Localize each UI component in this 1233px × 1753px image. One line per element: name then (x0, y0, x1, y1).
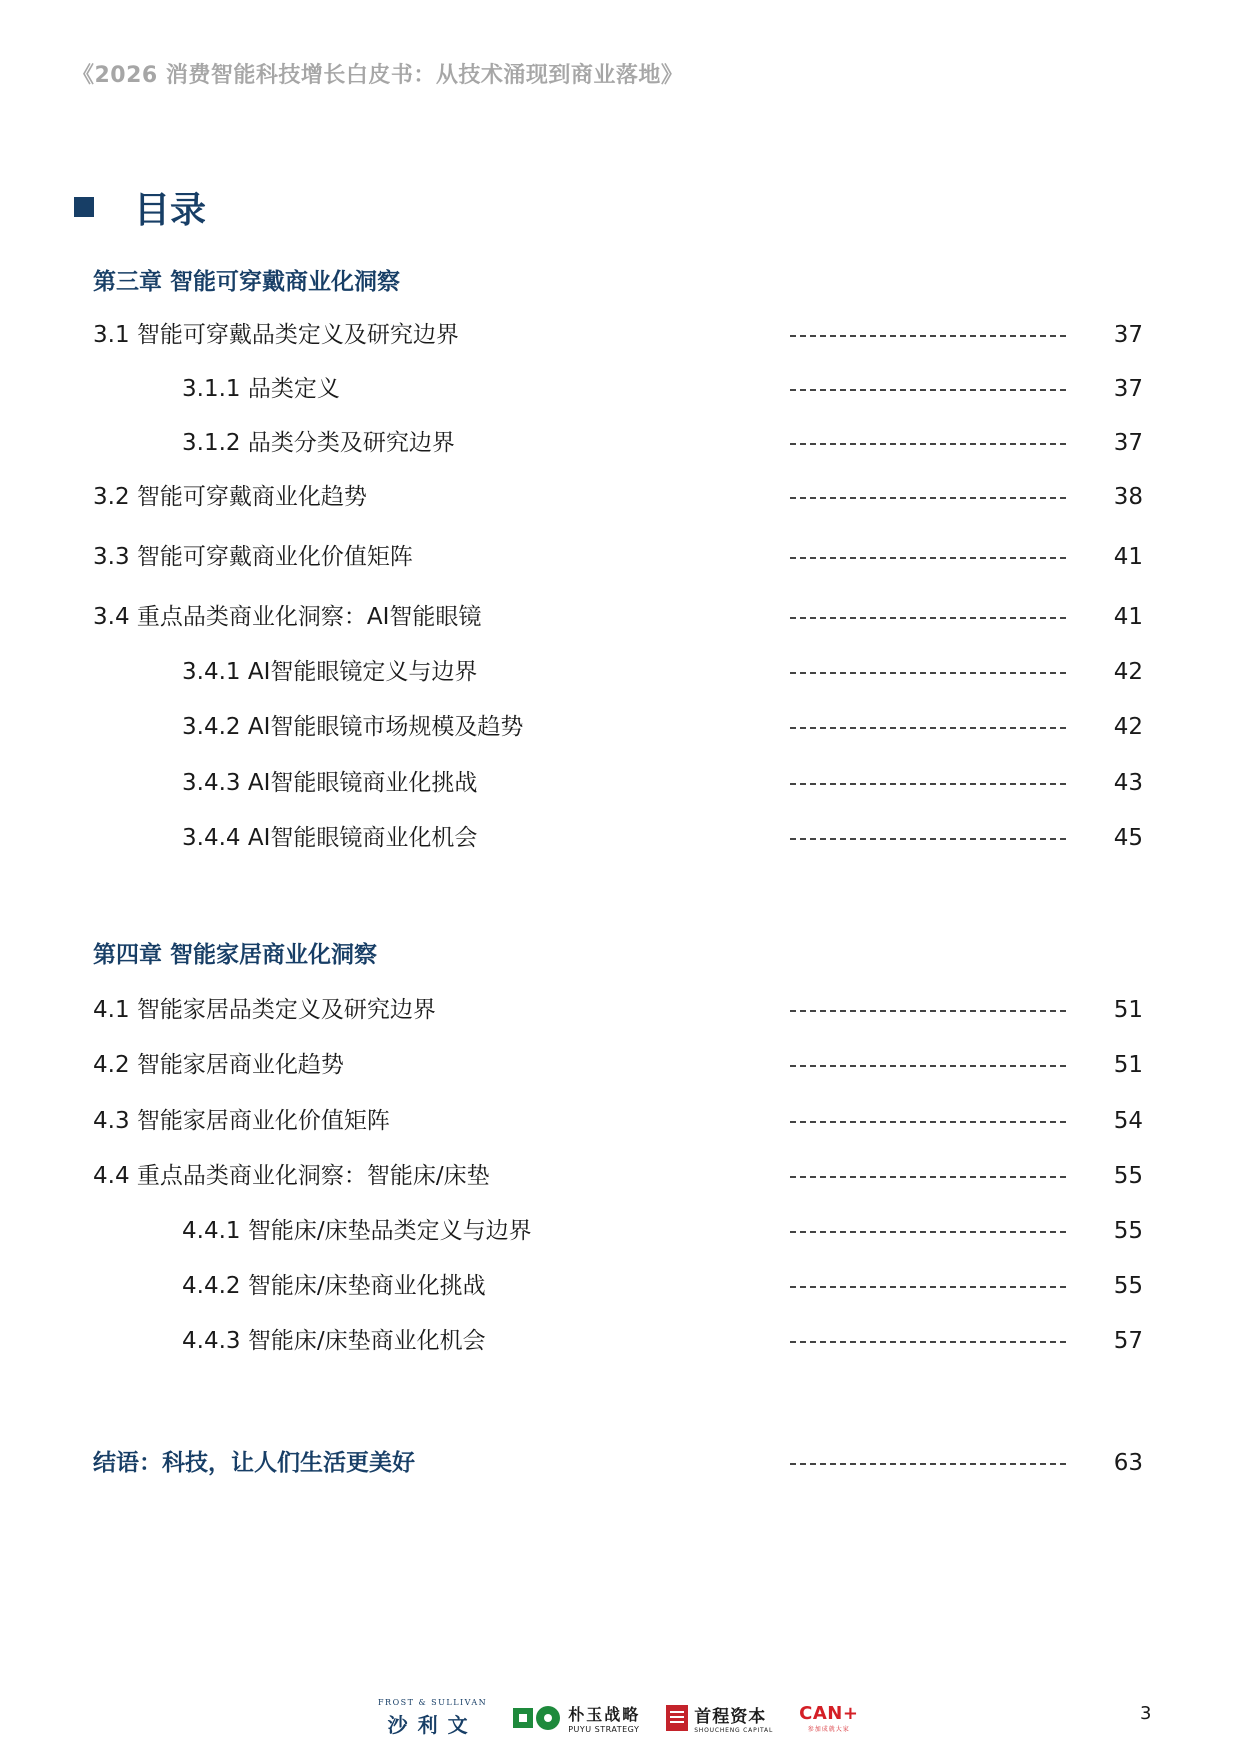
toc-page-number: 41 (1113, 604, 1143, 630)
toc-entry-label: 3.1.1 品类定义 (182, 376, 340, 402)
toc-page-number: 37 (1113, 430, 1143, 456)
toc-entry-label: 4.1 智能家居品类定义及研究边界 (93, 997, 436, 1023)
puyu-cn: 朴玉战略 (568, 1705, 641, 1724)
shoucheng-en: SHOUCHENG CAPITAL (694, 1727, 774, 1734)
dotted-leader (790, 497, 1066, 499)
toc-entry-label: 第三章 智能可穿戴商业化洞察 (93, 269, 401, 295)
shoucheng-capital-logo (666, 1702, 773, 1734)
toc-entry-label: 3.4 重点品类商业化洞察：AI智能眼镜 (93, 604, 482, 630)
toc-entry[interactable] (0, 477, 1233, 517)
toc-entry[interactable] (0, 707, 1233, 747)
toc-entry-label: 3.4.4 AI智能眼镜商业化机会 (182, 825, 478, 851)
toc-page-number: 51 (1113, 997, 1143, 1023)
toc-page-number: 57 (1113, 1328, 1143, 1354)
toc-page-number: 38 (1113, 484, 1143, 510)
puyu-strategy-logo (513, 1702, 640, 1734)
toc-entry[interactable] (0, 1101, 1233, 1141)
toc-entry[interactable] (0, 990, 1233, 1030)
toc-entry[interactable] (0, 369, 1233, 409)
toc-conclusion[interactable] (0, 1443, 1233, 1483)
toc-entry-label: 3.4.1 AI智能眼镜定义与边界 (182, 659, 478, 685)
toc-entry[interactable] (0, 652, 1233, 692)
toc-page-number: 45 (1113, 825, 1143, 851)
toc-page-number: 42 (1113, 659, 1143, 685)
can-plus-logo (799, 1703, 858, 1733)
toc-chapter-heading[interactable] (0, 935, 1233, 975)
toc-page-number: 42 (1113, 714, 1143, 740)
toc-entry-label: 4.4.1 智能床/床垫品类定义与边界 (182, 1218, 532, 1244)
page-number: 3 (1140, 1703, 1152, 1724)
dotted-leader (790, 389, 1066, 391)
footer-logos (378, 1693, 858, 1743)
dotted-leader (790, 838, 1066, 840)
toc-entry-label: 3.4.2 AI智能眼镜市场规模及趋势 (182, 714, 524, 740)
toc-entry[interactable] (0, 763, 1233, 803)
dotted-leader (790, 1463, 1066, 1465)
toc-entry-label: 3.1 智能可穿戴品类定义及研究边界 (93, 322, 459, 348)
toc-entry-label: 4.4.3 智能床/床垫商业化机会 (182, 1328, 486, 1354)
frost-sullivan-wordmark: FROST & SULLIVAN (378, 1698, 488, 1707)
toc-entry-label: 4.2 智能家居商业化趋势 (93, 1052, 344, 1078)
toc-entry[interactable] (0, 423, 1233, 463)
dotted-leader (790, 557, 1066, 559)
toc-entry-label: 第四章 智能家居商业化洞察 (93, 942, 378, 968)
toc-entry-label: 3.3 智能可穿戴商业化价值矩阵 (93, 544, 413, 570)
toc-entry-label: 4.4 重点品类商业化洞察：智能床/床垫 (93, 1163, 490, 1189)
dotted-leader (790, 617, 1066, 619)
puyu-mark-icon (513, 1706, 560, 1730)
dotted-leader (790, 335, 1066, 337)
toc-page-number: 51 (1113, 1052, 1143, 1078)
toc-entry[interactable] (0, 1045, 1233, 1085)
toc-entry-label: 3.2 智能可穿戴商业化趋势 (93, 484, 367, 510)
toc-entry[interactable] (0, 1321, 1233, 1361)
shoucheng-cn: 首程资本 (694, 1707, 767, 1727)
toc-page-number: 37 (1113, 376, 1143, 402)
can-plus-tagline: 参加成就大家 (807, 1726, 850, 1733)
toc-page-number: 43 (1113, 770, 1143, 796)
dotted-leader (790, 1121, 1066, 1123)
frost-sullivan-logo (378, 1698, 487, 1738)
document-running-title: 《2026 消费智能科技增长白皮书：从技术涌现到商业落地》 (72, 63, 684, 88)
toc-page-number: 55 (1113, 1218, 1143, 1244)
toc-page-number: 63 (1113, 1450, 1143, 1476)
toc-page-number: 41 (1113, 544, 1143, 570)
dotted-leader (790, 783, 1066, 785)
toc-page-number: 37 (1113, 322, 1143, 348)
toc-entry-label: 3.4.3 AI智能眼镜商业化挑战 (182, 770, 478, 796)
toc-chapter-heading[interactable] (0, 262, 1233, 302)
dotted-leader (790, 1286, 1066, 1288)
dotted-leader (790, 1065, 1066, 1067)
dotted-leader (790, 1231, 1066, 1233)
toc-entry[interactable] (0, 1211, 1233, 1251)
toc-entry[interactable] (0, 315, 1233, 355)
toc-entry-label: 4.3 智能家居商业化价值矩阵 (93, 1108, 390, 1134)
dotted-leader (790, 443, 1066, 445)
puyu-en: PUYU STRATEGY (568, 1725, 640, 1734)
toc-page-number: 55 (1113, 1273, 1143, 1299)
toc-entry-label: 3.1.2 品类分类及研究边界 (182, 430, 455, 456)
toc-entry[interactable] (0, 1266, 1233, 1306)
can-plus-wordmark: CAN+ (799, 1703, 859, 1724)
dotted-leader (790, 1176, 1066, 1178)
dotted-leader (790, 1341, 1066, 1343)
dotted-leader (790, 1010, 1066, 1012)
toc-entry-label: 4.4.2 智能床/床垫商业化挑战 (182, 1273, 486, 1299)
toc-title: 目录 (134, 189, 207, 231)
toc-entry[interactable] (0, 818, 1233, 858)
toc-entry-label: 结语：科技，让人们生活更美好 (93, 1450, 415, 1476)
toc-entry[interactable] (0, 597, 1233, 637)
toc-entry[interactable] (0, 1156, 1233, 1196)
frost-sullivan-cn: 沙利文 (387, 1713, 478, 1737)
toc-page-number: 54 (1113, 1108, 1143, 1134)
toc-entry[interactable] (0, 537, 1233, 577)
square-bullet-icon (74, 197, 94, 217)
toc-heading (74, 183, 206, 231)
dotted-leader (790, 727, 1066, 729)
dotted-leader (790, 672, 1066, 674)
toc-page-number: 55 (1113, 1163, 1143, 1189)
shoucheng-seal-icon (666, 1705, 688, 1731)
